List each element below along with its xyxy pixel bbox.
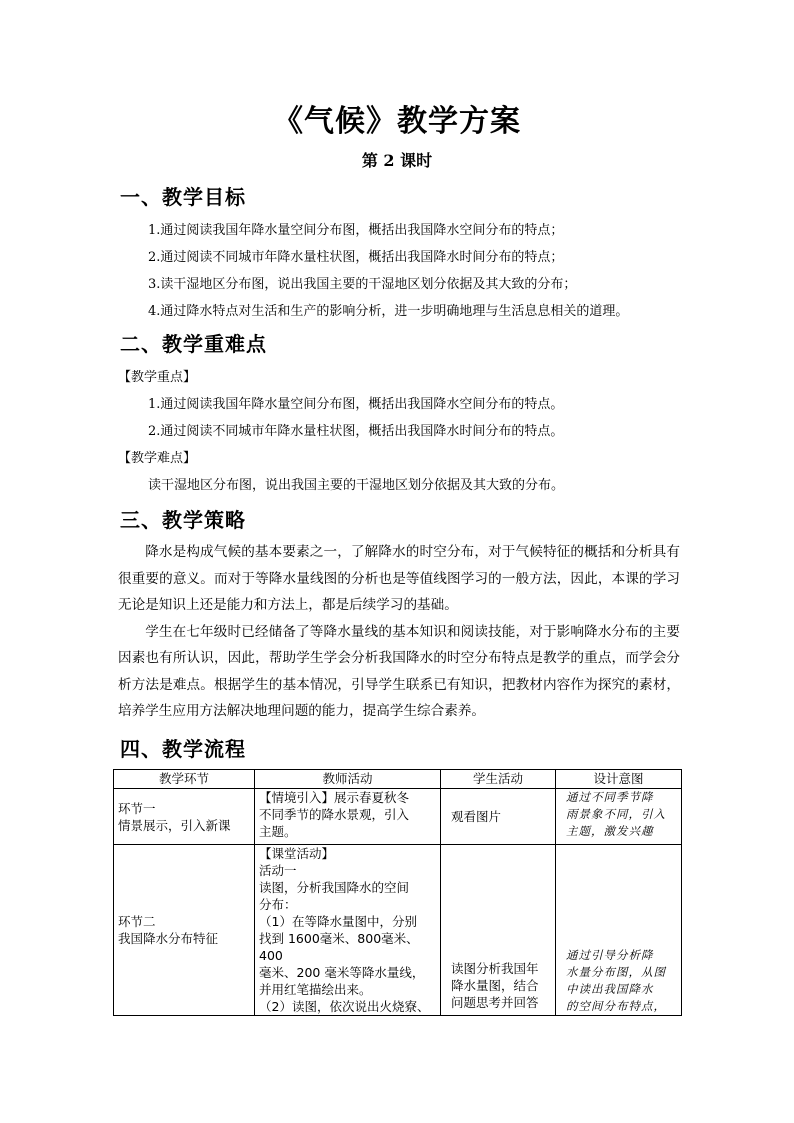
table-header-row xyxy=(114,770,682,789)
strategy-paragraph: 学生在七年级时已经储备了等降水量线的基本知识和阅读技能，对于影响降水分布的主要因素也有所认识，因此，帮助学生学会分析我国降水的时空分布特点是教学的重点，而学会分析方法是难点。根据学生的基本情况，引导学生联系已有知识，把教材内容作为探究的素材，培养学生应用方法解决地理问题的能力，提高学生综合素养。 xyxy=(118,623,680,719)
teacher-activity-cell: 【课堂活动】 活动一 读图，分析我国降水的空间 分布： （1）在等降水量图中，分别 找到 1600毫米、800毫米、400 毫米、200 毫米等降水量线， 并用红笔描绘出来。 （2）读图，依次说出火烧寮、 xyxy=(255,845,441,1016)
section-heading-strategy: 三、教学策略 xyxy=(120,508,246,532)
document-subtitle: 第 2 课时 xyxy=(361,151,433,170)
difficult-point-item: 读干湿地区分布图，说出我国主要的干湿地区划分依据及其大致的分布。 xyxy=(148,478,565,493)
student-activity-cell: 观看图片 xyxy=(441,789,556,845)
stage-cell: 环节一 情景展示，引入新课 xyxy=(114,789,255,845)
objective-item: 3.读干湿地区分布图，说出我国主要的干湿地区划分依据及其大致的分布； xyxy=(148,277,577,292)
key-point-item: 2.通过阅读不同城市年降水量柱状图，概括出我国降水时间分布的特点。 xyxy=(148,424,564,439)
design-intent-cell: 通过不同季节降 雨景象不同，引入 主题，激发兴趣 xyxy=(556,789,682,845)
teacher-activity-cell: 【情境引入】展示春夏秋冬 不同季节的降水景观，引入 主题。 xyxy=(255,789,441,845)
section-heading-process: 四、教学流程 xyxy=(120,737,246,761)
design-intent-cell: 通过引导分析降 水量分布图，从图 中读出我国降水 的空间分布特点， xyxy=(556,845,682,1016)
stage-cell: 环节二 我国降水分布特征 xyxy=(114,845,255,1016)
objective-item: 2.通过阅读不同城市年降水量柱状图，概括出我国降水时间分布的特点； xyxy=(148,250,564,265)
key-point-item: 1.通过阅读我国年降水量空间分布图，概括出我国降水空间分布的特点。 xyxy=(148,397,564,412)
objective-item: 4.通过降水特点对生活和生产的影响分析，进一步明确地理与生活息息相关的道理。 xyxy=(148,304,629,319)
key-points-label: 【教学重点】 xyxy=(118,370,197,385)
teaching-process-table xyxy=(113,769,682,1016)
strategy-paragraphs xyxy=(118,539,680,725)
difficult-points-label: 【教学难点】 xyxy=(118,451,197,466)
section-heading-objectives: 一、教学目标 xyxy=(120,185,246,209)
document-title: 《气候》教学方案 xyxy=(273,104,521,139)
strategy-paragraph: 降水是构成气候的基本要素之一，了解降水的时空分布，对于气候特征的概括和分析具有很重要的意义。而对于等降水量线图的分析也是等值线图学习的一般方法，因此，本课的学习无论是知识上还是能力和方法上，都是后续学习的基础。 xyxy=(118,544,680,613)
table-row xyxy=(114,789,682,845)
student-activity-cell: 读图分析我国年 降水量图，结合 问题思考并回答 xyxy=(441,845,556,1016)
column-header: 设计意图 xyxy=(556,770,682,789)
section-heading-key-points: 二、教学重难点 xyxy=(120,332,267,356)
objective-item: 1.通过阅读我国年降水量空间分布图，概括出我国降水空间分布的特点； xyxy=(148,223,564,238)
column-header: 教学环节 xyxy=(114,770,255,789)
column-header: 学生活动 xyxy=(441,770,556,789)
table-row xyxy=(114,845,682,1016)
column-header: 教师活动 xyxy=(255,770,441,789)
